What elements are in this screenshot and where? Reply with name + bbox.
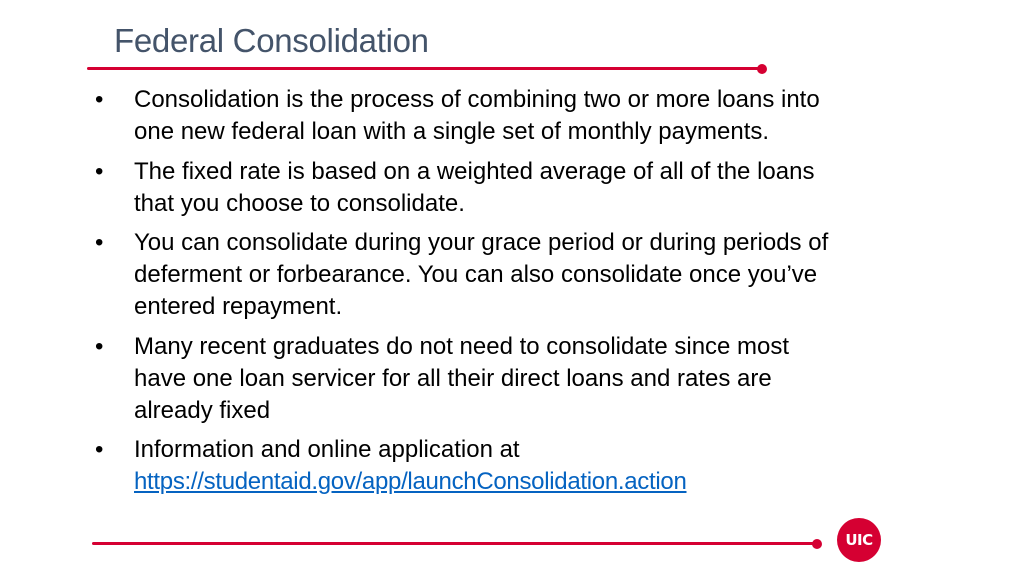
bullet-text: Many recent graduates do not need to consolidate since most have one loan servicer for all their direct loans and rates are already fixed bbox=[134, 332, 790, 424]
bullet-glyph: • bbox=[95, 86, 104, 113]
bullet-item bbox=[95, 227, 840, 323]
bullet-text: Consolidation is the process of combining two or more loans into one new federal loan with a single set of monthly payments. bbox=[134, 86, 820, 145]
bullet-item bbox=[95, 434, 840, 498]
bullet-list bbox=[95, 84, 840, 506]
bullet-glyph: • bbox=[95, 229, 104, 256]
footer-rule bbox=[92, 542, 817, 545]
bullet-glyph: • bbox=[95, 157, 104, 185]
bullet-text: You can consolidate during your grace period or during periods of deferment or forbearance. You can also consolidate once you’ve entered repayment. bbox=[134, 229, 829, 320]
bullet-glyph: • bbox=[95, 332, 104, 360]
title-underline bbox=[87, 67, 762, 70]
bullet-text: The fixed rate is based on a weighted average of all of the loans that you choose to consolidate. bbox=[134, 157, 815, 217]
bullet-text: Information and online application at bbox=[134, 436, 520, 463]
bullet-item bbox=[95, 331, 840, 427]
slide-title: Federal Consolidation bbox=[114, 22, 429, 59]
bullet-item bbox=[95, 156, 840, 220]
bullet-item bbox=[95, 84, 840, 148]
footer-rule-dot bbox=[812, 539, 822, 549]
uic-logo: UIC bbox=[837, 518, 881, 562]
consolidation-link[interactable]: https://studentaid.gov/app/launchConsolidation.action bbox=[134, 468, 687, 495]
bullet-glyph: • bbox=[95, 436, 104, 463]
title-underline-dot bbox=[757, 64, 767, 74]
